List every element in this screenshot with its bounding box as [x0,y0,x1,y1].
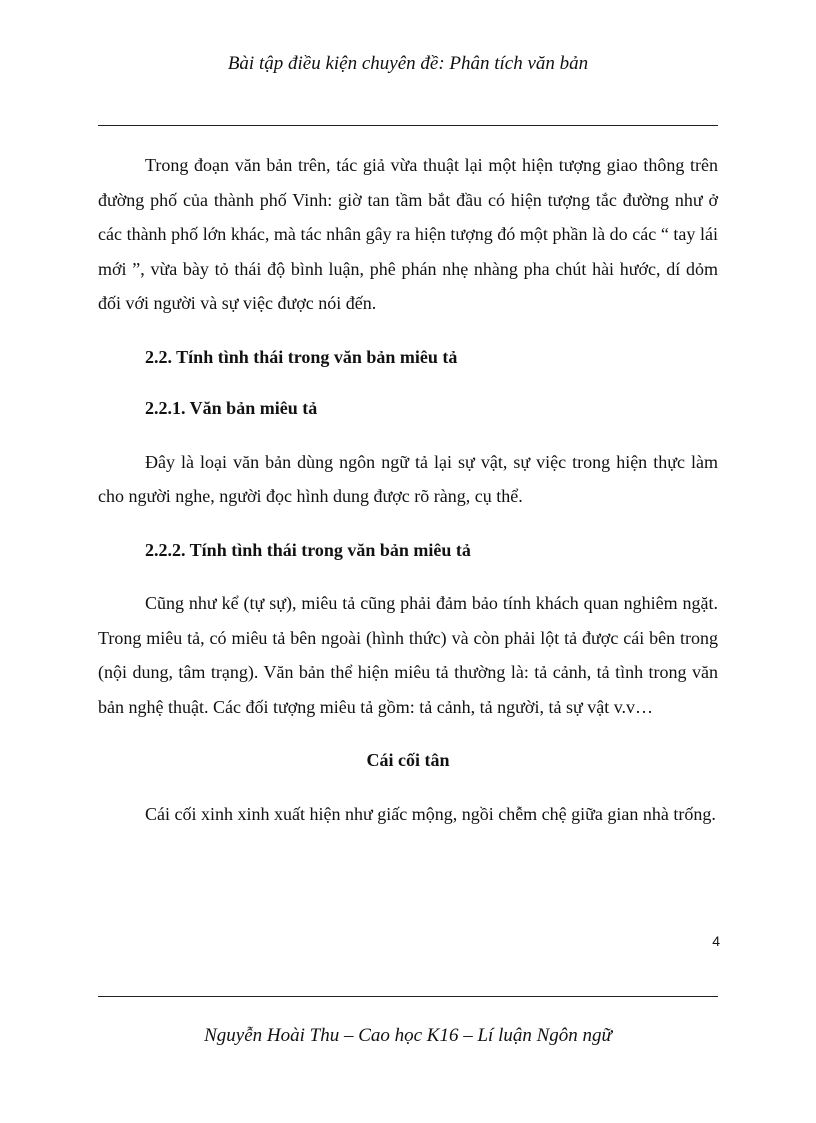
page-header: Bài tập điều kiện chuyên đề: Phân tích văn bản [227,53,589,74]
section-heading-2-2: 2.2. Tính tình thái trong văn bản miêu tả [145,346,458,367]
spacer [98,426,718,445]
paragraph-descriptive-modality: Cũng như kể (tự sự), miêu tả cũng phải đảm bảo tính khách quan nghiêm ngặt. Trong miêu tả, có miêu tả bên ngoài (hình thức) và còn phải lột tả được cái bên trong (nội dung, tâm trạng). Văn bản thể hiện miêu tả thường là: tả cảnh, tả tình trong văn bản nghệ thuật. Các đối tượng miêu tả gồm: tả cảnh, tả người, tả sự vật v.v… [98,593,718,717]
footer-divider [98,996,718,997]
page-footer: Nguyễn Hoài Thu – Cao học K16 – Lí luận Ngôn ngữ [204,1025,612,1046]
header-divider [98,125,718,126]
spacer [98,567,718,586]
subsection-heading-2-2-2: 2.2.2. Tính tình thái trong văn bản miêu tả [145,539,471,560]
spacer [98,374,718,391]
document-body [98,148,718,831]
paragraph-descriptive-definition: Đây là loại văn bản dùng ngôn ngữ tả lại sự vật, sự việc trong hiện thực làm cho người nghe, người đọc hình dung được rõ ràng, cụ thể. [98,451,718,506]
paragraph-example-text: Cái cối xinh xinh xuất hiện như giấc mộng, ngồi chễm chệ giữa gian nhà trống. [145,803,716,824]
page-number: 4 [712,933,720,949]
spacer [98,321,718,340]
paragraph-traffic-analysis: Trong đoạn văn bản trên, tác giả vừa thuật lại một hiện tượng giao thông trên đường phố của thành phố Vinh: giờ tan tầm bắt đầu có hiện tượng tắc đường như ở các thành phố lớn khác, mà tác nhân gây ra hiện tượng đó một phần là do các “ tay lái mới ”, vừa bày tỏ thái độ bình luận, phê phán nhẹ nhàng pha chút hài hước, dí dỏm đối với người và sự việc được nói đến. [98,155,718,313]
spacer [98,778,718,797]
example-title: Cái cối tân [366,750,450,770]
subsection-heading-2-2-1: 2.2.1. Văn bản miêu tả [145,398,318,418]
spacer [98,514,718,533]
spacer [98,724,718,743]
